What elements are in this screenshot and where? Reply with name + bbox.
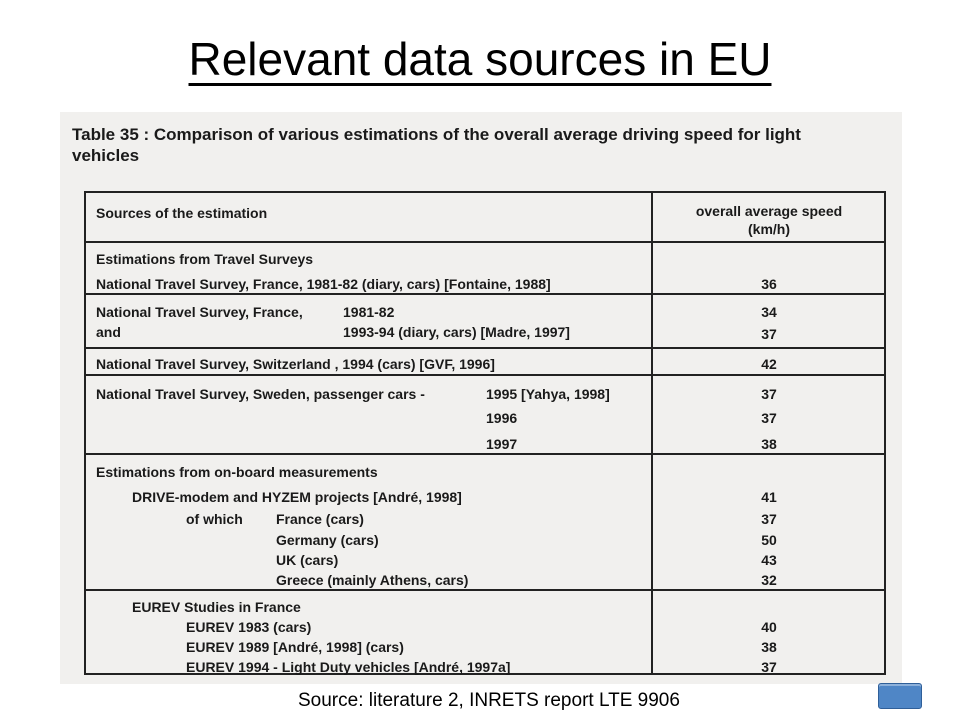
row-divider [86, 293, 884, 295]
row-label: National Travel Survey, France, [96, 304, 303, 320]
slide-nav-button[interactable] [878, 683, 922, 709]
row-value: 37 [761, 659, 777, 675]
row-label: France (cars) [276, 511, 364, 527]
row-value: 37 [761, 410, 777, 426]
row-period: 1993-94 (diary, cars) [Madre, 1997] [343, 324, 570, 340]
row-label: of which [186, 511, 243, 527]
row-label: EUREV 1994 - Light Duty vehicles [André, 1997a] [186, 659, 511, 675]
row-label: National Travel Survey, Sweden, passenger cars - [96, 386, 425, 402]
row-label: National Travel Survey, France, 1981-82 (diary, cars) [Fontaine, 1988] [96, 276, 551, 292]
row-label: National Travel Survey, Switzerland , 1994 (cars) [GVF, 1996] [96, 356, 495, 372]
header-speed-line1: overall average speed [695, 203, 843, 219]
row-divider [86, 453, 884, 455]
row-value: 41 [761, 489, 777, 505]
row-label: and [96, 324, 121, 340]
row-period: 1981-82 [343, 304, 395, 320]
column-divider [651, 193, 653, 673]
row-divider [86, 347, 884, 349]
row-value: 43 [761, 552, 777, 568]
row-value: 50 [761, 532, 777, 548]
comparison-table [84, 191, 886, 675]
row-year: 1995 [Yahya, 1998] [486, 386, 610, 402]
table-caption [72, 124, 892, 166]
row-divider [86, 241, 884, 243]
row-value: 37 [761, 511, 777, 527]
row-label: Germany (cars) [276, 532, 379, 548]
slide-title: Relevant data sources in EU [188, 33, 772, 85]
row-value: 32 [761, 572, 777, 588]
header-sources: Sources of the estimation [96, 205, 268, 221]
group-heading-travel-surveys: Estimations from Travel Surveys [96, 251, 314, 267]
row-label: EUREV 1983 (cars) [186, 619, 312, 635]
row-value: 37 [761, 386, 777, 402]
row-year: 1996 [486, 410, 518, 426]
row-label: Greece (mainly Athens, cars) [276, 572, 469, 588]
header-speed-line2: (km/h) [748, 221, 790, 237]
row-value: 38 [761, 436, 777, 452]
row-label: EUREV 1989 [André, 1998] (cars) [186, 639, 404, 655]
group-heading-eurev: EUREV Studies in France [132, 599, 301, 615]
row-divider [86, 374, 884, 376]
group-heading-onboard: Estimations from on-board measurements [96, 464, 378, 480]
row-value: 36 [761, 276, 777, 292]
row-year: 1997 [486, 436, 518, 452]
row-value: 42 [761, 356, 777, 372]
row-label: UK (cars) [276, 552, 339, 568]
row-value: 40 [761, 619, 777, 635]
row-value: 34 [761, 304, 777, 320]
row-divider [86, 589, 884, 591]
row-label: DRIVE-modem and HYZEM projects [André, 1998] [132, 489, 462, 505]
row-value: 38 [761, 639, 777, 655]
table-caption-line2: vehicles [72, 146, 140, 165]
source-note: Source: literature 2, INRETS report LTE 9906 [298, 690, 680, 711]
row-value: 37 [761, 326, 777, 342]
table-caption-line1: Table 35 : Comparison of various estimations of the overall average driving speed for light [72, 125, 801, 144]
